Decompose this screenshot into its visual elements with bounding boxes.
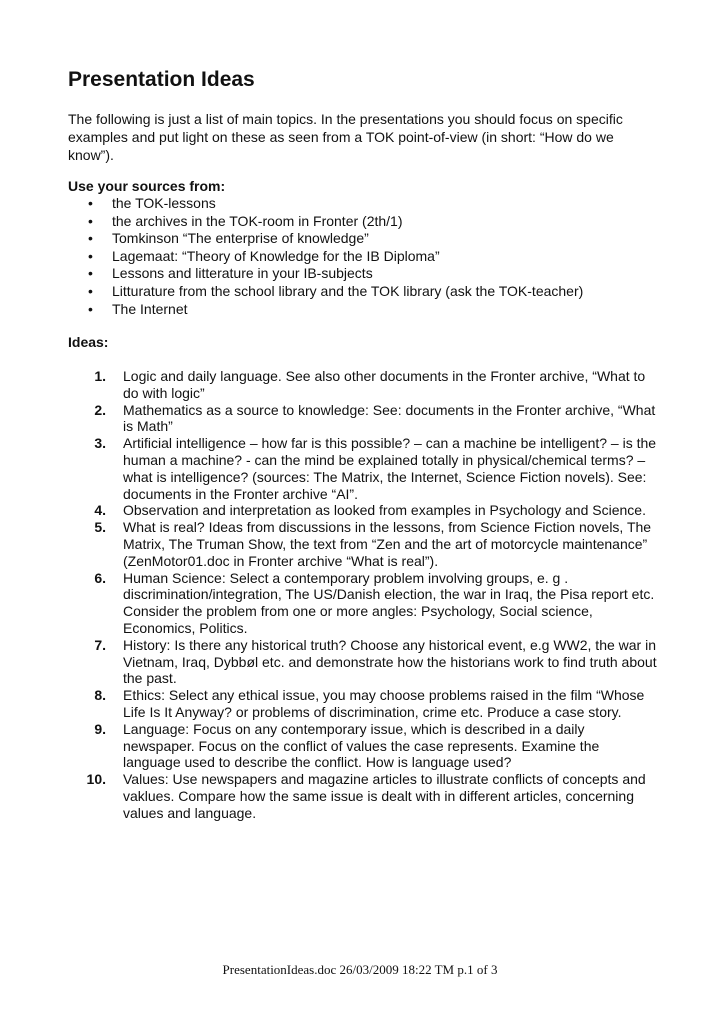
idea-item [68, 721, 658, 771]
idea-number: 7. [94, 636, 106, 653]
idea-item [68, 637, 658, 687]
idea-item [68, 402, 658, 436]
sources-heading: Use your sources from: [68, 178, 226, 194]
idea-text: What is real? Ideas from discussions in the lessons, from Science Fiction novels, The Matrix, The Truman Show, the text from “Zen and the art of motorcycle maintenance” (ZenMotor01.doc in Fronter archive “What is real”). [123, 519, 652, 569]
idea-text: Values: Use newspapers and magazine articles to illustrate conflicts of concepts and vaklues. Compare how the same issue is dealt with in different articles, concerning values and language. [123, 771, 646, 821]
idea-item [68, 771, 658, 821]
idea-text: Artificial intelligence – how far is this possible? – can a machine be intelligent? – is the human a machine? - can the mind be explained totally in physical/chemical terms? – what is intelligence? (sources: The Matrix, the Internet, Science Fiction novels). See: documents in the Fronter archive “AI”. [123, 435, 657, 502]
idea-number: 5. [94, 519, 106, 536]
ideas-list [68, 368, 658, 822]
idea-item [68, 502, 658, 519]
idea-number: 8. [94, 687, 106, 704]
idea-item [68, 519, 658, 569]
idea-number: 1. [94, 368, 106, 384]
idea-item [68, 570, 658, 637]
idea-number: 3. [94, 435, 106, 452]
idea-text: History: Is there any historical truth? Choose any historical event, e.g WW2, the war in Vietnam, Iraq, Dybbøl etc. and demonstrate how the historians work to find truth about the past. [123, 636, 657, 687]
idea-item [68, 435, 658, 502]
source-item: • Lagemaat: “Theory of Knowledge for the IB Diploma” [88, 248, 658, 266]
page-title: Presentation Ideas [68, 68, 255, 91]
idea-item [68, 368, 658, 402]
source-item: • Lessons and litterature in your IB-subjects [88, 265, 658, 283]
idea-number: 10. [86, 771, 106, 788]
idea-text: Mathematics as a source to knowledge: See: documents in the Fronter archive, “What is Math” [123, 401, 656, 435]
ideas-heading: Ideas: [68, 334, 109, 350]
source-item: • Tomkinson “The enterprise of knowledge” [88, 230, 658, 248]
idea-number: 2. [94, 401, 106, 418]
idea-text: Human Science: Select a contemporary problem involving groups, e. g . discrimination/integration, The US/Danish election, the war in Iraq, the Pisa report etc. Consider the problem from one or more angles: Psychology, Social science, Economics, Politics. [123, 569, 655, 636]
idea-number: 4. [94, 502, 106, 519]
idea-text: Language: Focus on any contemporary issue, which is described in a daily newspaper. Focus on the conflict of values the case represents. Examine the language used to describe the conflict. How is language used? [123, 720, 600, 771]
sources-list [88, 195, 658, 318]
source-item: • the TOK-lessons [88, 195, 658, 213]
idea-text: Logic and daily language. See also other documents in the Fronter archive, “What to do with logic” [123, 368, 646, 401]
idea-item [68, 687, 658, 721]
page-footer: PresentationIdeas.doc 26/03/2009 18:22 TM p.1 of 3 [222, 962, 498, 977]
source-item: • The Internet [88, 301, 658, 319]
idea-number: 9. [94, 720, 106, 737]
idea-number: 6. [94, 569, 106, 586]
idea-text: Observation and interpretation as looked from examples in Psychology and Science. [123, 502, 646, 519]
intro-paragraph: The following is just a list of main topics. In the presentations you should focus on specific examples and put light on these as seen from a TOK point-of-view (in short: “How do we know”). [68, 111, 623, 163]
source-item: • the archives in the TOK-room in Fronter (2th/1) [88, 213, 658, 231]
source-item: • Litturature from the school library and the TOK library (ask the TOK-teacher) [88, 283, 658, 301]
idea-text: Ethics: Select any ethical issue, you may choose problems raised in the film “Whose Life Is It Anyway? or problems of discrimination, crime etc. Produce a case story. [123, 687, 645, 720]
